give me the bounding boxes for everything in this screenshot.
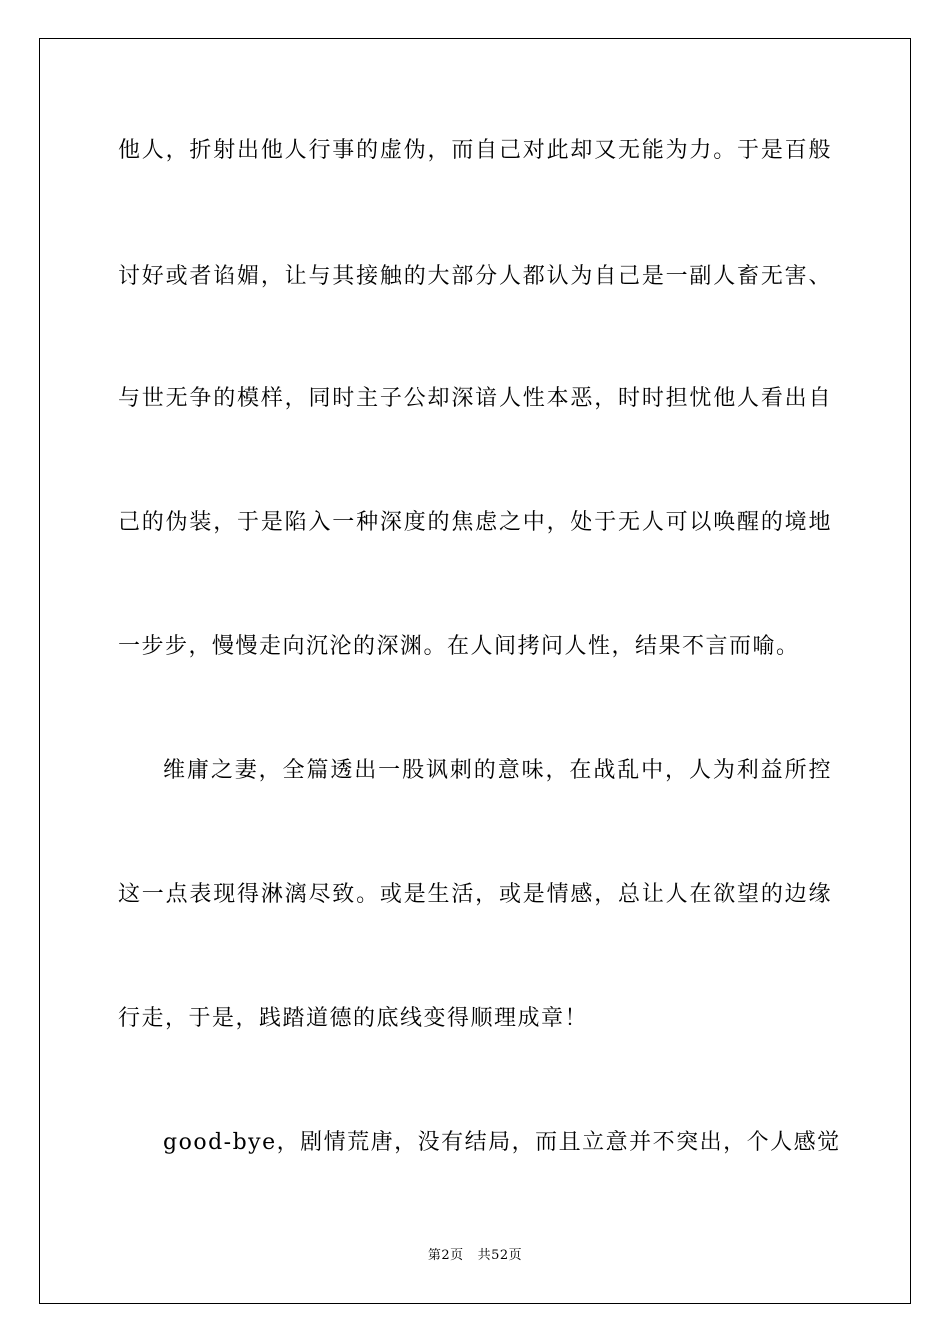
paragraph-line-3: 与世无争的模样，同时主子公却深谙人性本恶，时时担忧他人看出自 [118, 386, 832, 411]
page-number: 第2页 [427, 1248, 464, 1263]
page-border [39, 38, 911, 1304]
paragraph-line-5: 一步步，慢慢走向沉沦的深渊。在人间拷问人性，结果不言而喻。 [118, 634, 800, 659]
paragraph-line-9: good-bye，剧情荒唐，没有结局，而且立意并不突出，个人感觉 [163, 1130, 841, 1155]
paragraph-line-1: 他人，折射出他人行事的虚伪，而自己对此却又无能为力。于是百般 [118, 138, 832, 163]
paragraph-line-6: 维庸之妻，全篇透出一股讽刺的意味，在战乱中，人为利益所控 [163, 758, 832, 783]
paragraph-line-4: 己的伪装，于是陷入一种深度的焦虑之中，处于无人可以唤醒的境地 [118, 510, 832, 535]
page-footer [0, 1246, 950, 1266]
paragraph-line-2: 讨好或者谄媚，让与其接触的大部分人都认为自己是一副人畜无害、 [118, 264, 832, 289]
paragraph-line-8: 行走，于是，践踏道德的底线变得顺理成章！ [118, 1006, 589, 1031]
paragraph-line-7: 这一点表现得淋漓尽致。或是生活，或是情感，总让人在欲望的边缘 [118, 882, 832, 907]
total-pages: 共52页 [477, 1248, 523, 1263]
